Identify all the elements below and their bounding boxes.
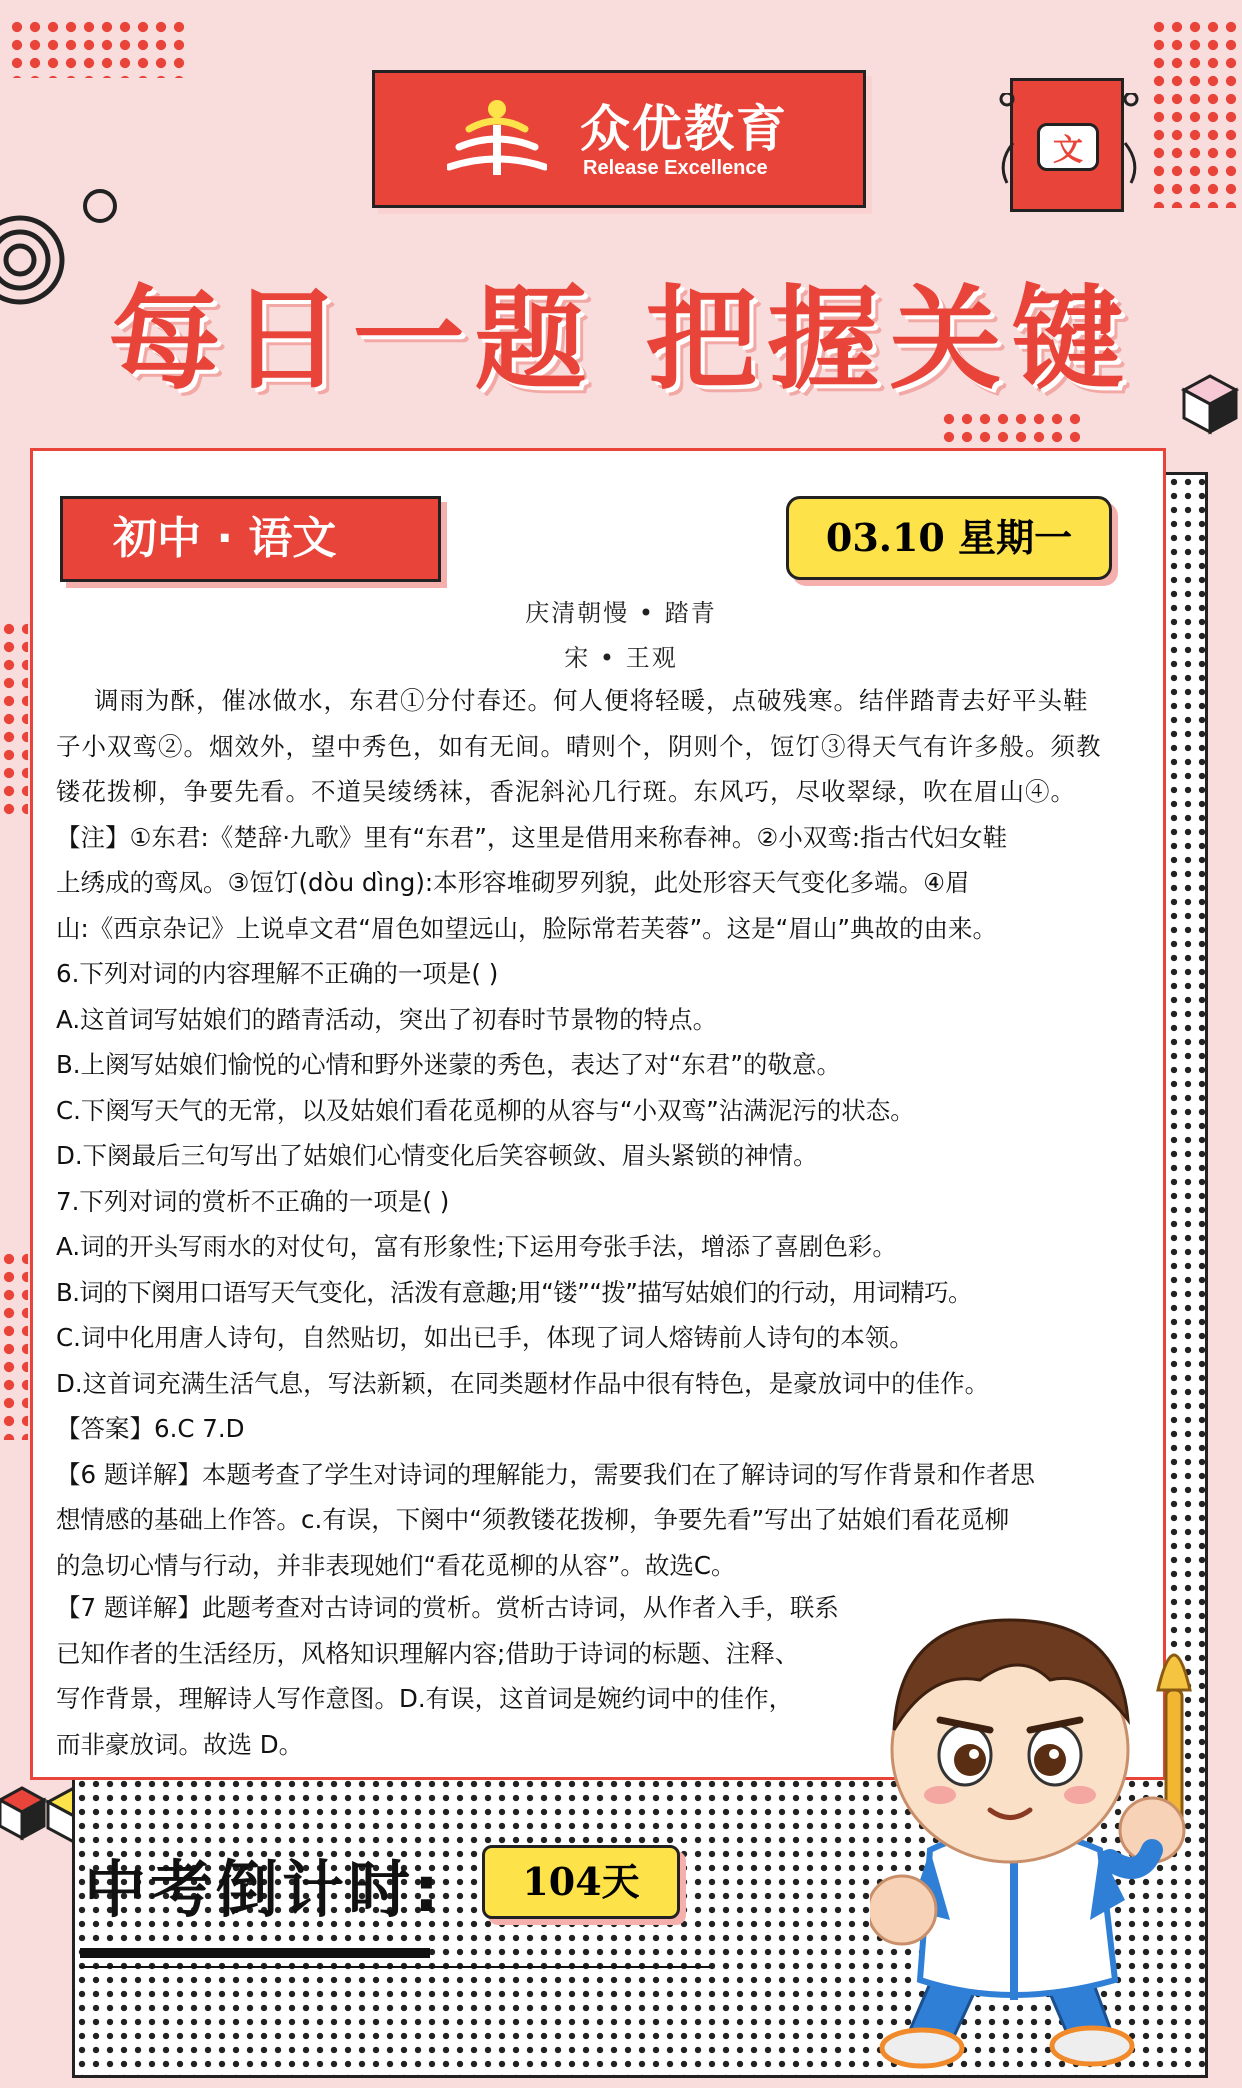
poem-author: 宋 • 王观 bbox=[564, 644, 678, 672]
question-content bbox=[56, 678, 1146, 1588]
note-line: 山:《西京杂记》上说卓文君“眉色如望远山，脸际常若芙蓉”。这是“眉山”典故的由来。 bbox=[56, 913, 998, 943]
answer-line: 【答案】6.C 7.D bbox=[56, 1414, 245, 1443]
explanation-7 bbox=[56, 1585, 936, 1767]
question-stem: 6.下列对词的内容理解不正确的一项是( ) bbox=[56, 959, 499, 988]
question-stem: 7.下列对词的赏析不正确的一项是( ) bbox=[56, 1186, 450, 1216]
small-circle-icon bbox=[80, 186, 120, 226]
countdown-label: 中考倒计时: bbox=[84, 1853, 443, 1926]
poem-line: 镂花拨柳，争要先看。不道吴绫绣袜，香泥斜沁几行斑。东风巧，尽收翠绿，吹在眉山④。 bbox=[56, 777, 1076, 806]
divider-thick bbox=[80, 1948, 430, 1958]
countdown-value: 104天 bbox=[482, 1845, 680, 1919]
poem-line: 调雨为酥，催冰做水，东君①分付春还。何人便将轻暖，点破残寒。结伴踏青去好平头鞋 bbox=[94, 686, 1089, 715]
explanation-6-line: 想情感的基础上作答。c.有误，下阕中“须教镂花拨柳，争要先看”写出了姑娘们看花觅柳 bbox=[56, 1505, 1010, 1534]
explanation-6-line: 的急切心情与行动，并非表现她们“看花觅柳的从容”。故选C。 bbox=[56, 1550, 736, 1580]
dot-pattern-mid-right bbox=[940, 410, 1080, 446]
question-option: D.下阕最后三句写出了姑娘们心情变化后笑容顿敛、眉头紧锁的神情。 bbox=[56, 1141, 818, 1170]
dot-pattern-top-left bbox=[8, 18, 188, 78]
question-option: B.词的下阕用口语写天气变化，活泼有意趣;用“镂”“拨”描写姑娘们的行动，用词精巧。 bbox=[56, 1277, 972, 1307]
question-option: A.词的开头写雨水的对仗句，富有形象性;下运用夸张手法，增添了喜剧色彩。 bbox=[56, 1232, 897, 1261]
question-option: B.上阕写姑娘们愉悦的心情和野外迷蒙的秀色，表达了对“东君”的敬意。 bbox=[56, 1050, 841, 1079]
subject-badge bbox=[1010, 78, 1124, 212]
dot-pattern-left-lower bbox=[0, 1250, 28, 1440]
note-line: 【注】①东君:《楚辞·九歌》里有“东君”，这里是借用来称春神。②小双鸾:指古代妇女鞋 bbox=[56, 822, 1008, 852]
explanation-7-line: 写作背景，理解诗人写作意图。D.有误，这首词是婉约词中的佳作， bbox=[56, 1684, 794, 1713]
note-line: 上绣成的鸾凤。③饾饤(dòu dìng):本形容堆砌罗列貌，此处形容天气变化多端。④眉 bbox=[56, 868, 970, 897]
brand-name-cn: 众优教育 bbox=[580, 100, 788, 158]
question-option: A.这首词写姑娘们的踏青活动，突出了初春时节景物的特点。 bbox=[56, 1004, 718, 1034]
poem-title: 庆清朝慢 • 踏青 bbox=[525, 599, 717, 627]
question-option: C.词中化用唐人诗句，自然贴切，如出已手，体现了词人熔铸前人诗句的本领。 bbox=[56, 1323, 914, 1352]
explanation-6-line: 【6 题详解】本题考查了学生对诗词的理解能力，需要我们在了解诗词的写作背景和作者思 bbox=[56, 1459, 1035, 1489]
question-option: D.这首词充满生活气息，写法新颖，在同类题材作品中很有特色，是豪放词中的佳作。 bbox=[56, 1368, 990, 1398]
mascot-boy-icon bbox=[870, 1580, 1210, 2080]
subject-icon-text: 文 bbox=[1037, 123, 1099, 171]
grade-subject-tag: 初中 · 语文 bbox=[60, 496, 441, 582]
explanation-7-line: 【7 题详解】此题考查对古诗词的赏析。赏析古诗词，从作者入手，联系 bbox=[56, 1593, 839, 1622]
date-tag: 03.10 星期一 bbox=[786, 496, 1112, 580]
divider-thin bbox=[80, 1966, 710, 1968]
headline: 每日一题 把握关键 bbox=[108, 275, 1134, 405]
dot-pattern-top-right bbox=[1150, 18, 1240, 208]
poem-line: 子小双鸾②。烟效外，望中秀色，如有无间。晴则个，阴则个，饾饤③得天气有许多般。须教 bbox=[56, 731, 1102, 761]
brand-logo bbox=[372, 70, 866, 208]
explanation-7-line: 而非豪放词。故选 D。 bbox=[56, 1729, 304, 1759]
explanation-7-line: 已知作者的生活经历，风格知识理解内容;借助于诗词的标题、注释、 bbox=[56, 1638, 800, 1668]
brand-logo-icon bbox=[447, 95, 547, 185]
question-option: C.下阕写天气的无常，以及姑娘们看花觅柳的从容与“小双鸾”沾满泥污的状态。 bbox=[56, 1095, 915, 1125]
brand-name-en: Release Excellence bbox=[583, 157, 768, 179]
